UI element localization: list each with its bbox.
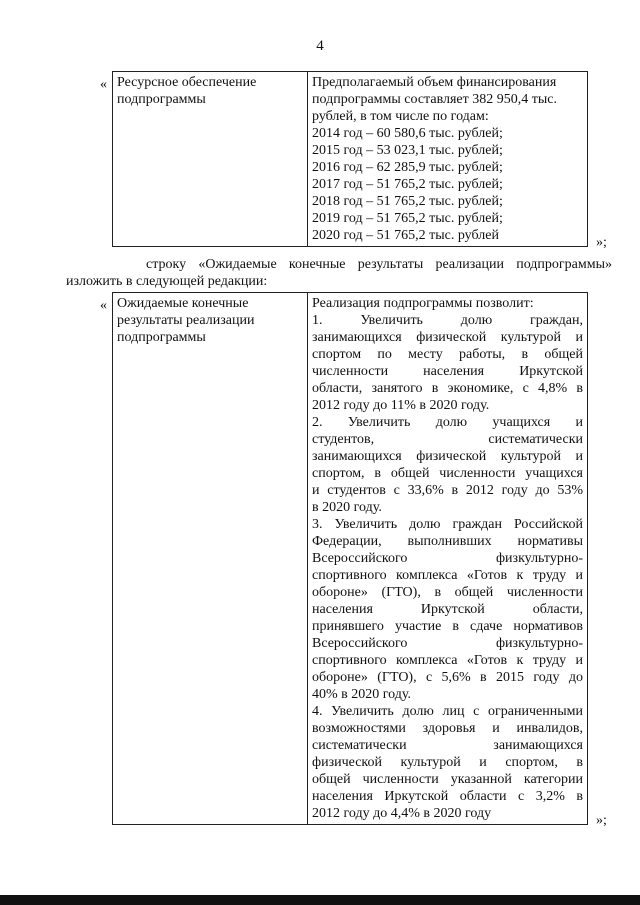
- results-value-line: 4. Увеличить долю лиц с ограниченными: [312, 704, 583, 719]
- results-value-line: спортом по месту работы, в общей: [312, 347, 583, 362]
- results-value-line: студентов, систематически: [312, 432, 583, 447]
- results-value-line: физической культурой и спортом, в: [312, 755, 583, 770]
- instruction-paragraph: [66, 256, 612, 290]
- results-label-line: подпрограммы: [117, 330, 206, 345]
- results-value-line: области, занятого в экономике, с 4,8% в: [312, 381, 583, 396]
- resource-value-line: 2016 год – 62 285,9 тыс. рублей;: [312, 160, 503, 175]
- resource-value-line: подпрограммы составляет 382 950,4 тыс.: [312, 92, 557, 107]
- resource-value-line: Предполагаемый объем финансирования: [312, 75, 557, 90]
- results-value-line: возможностями здоровья и инвалидов,: [312, 721, 583, 736]
- results-value-cell: [308, 293, 588, 825]
- resource-value-line: 2019 год – 51 765,2 тыс. рублей;: [312, 211, 503, 226]
- results-value-line: населения Иркутской области с 3,2% в: [312, 789, 583, 804]
- open-quote-2: «: [100, 298, 107, 313]
- instruction-line-2: изложить в следующей редакции:: [66, 274, 268, 289]
- results-value-line: занимающихся физической культурой и: [312, 330, 583, 345]
- results-value-line: систематически занимающихся: [312, 738, 583, 753]
- results-value-line: в 2020 году.: [312, 500, 382, 515]
- results-value-line: населения Иркутской области,: [312, 602, 583, 617]
- resource-value-line: 2018 год – 51 765,2 тыс. рублей;: [312, 194, 503, 209]
- results-value-line: 2. Увеличить долю учащихся и: [312, 415, 583, 430]
- results-value-line: и студентов с 33,6% в 2012 году до 53%: [312, 483, 583, 498]
- results-value-line: занимающихся физической культурой и: [312, 449, 583, 464]
- resource-value-line: 2020 год – 51 765,2 тыс. рублей: [312, 228, 499, 243]
- results-label-cell: [113, 293, 308, 825]
- resource-label-cell: [113, 72, 308, 247]
- resource-value-line: 2017 год – 51 765,2 тыс. рублей;: [312, 177, 503, 192]
- results-label-line: результаты реализации: [117, 313, 255, 328]
- results-value-line: обороне» (ГТО), с 5,6% в 2015 году до: [312, 670, 583, 685]
- resource-table: [112, 71, 588, 247]
- resource-value-line: 2014 год – 60 580,6 тыс. рублей;: [312, 126, 503, 141]
- results-value-line: 2012 году до 11% в 2020 году.: [312, 398, 490, 413]
- instruction-line-1: строку «Ожидаемые конечные результаты реализации подпрограммы»: [146, 257, 612, 272]
- results-value-line: численности населения Иркутской: [312, 364, 583, 379]
- results-value-line: спортивного комплекса «Готов к труду и: [312, 653, 583, 668]
- scan-bottom-edge: [0, 895, 640, 905]
- results-value-line: Всероссийского физкультурно-: [312, 636, 583, 651]
- results-label-line: Ожидаемые конечные: [117, 296, 249, 311]
- resource-label-line: подпрограммы: [117, 92, 206, 107]
- results-value-line: 40% в 2020 году.: [312, 687, 411, 702]
- results-table: [112, 292, 588, 825]
- results-value-line: Всероссийского физкультурно-: [312, 551, 583, 566]
- results-value-line: обороне» (ГТО), в общей численности: [312, 585, 583, 600]
- resource-value-line: 2015 год – 53 023,1 тыс. рублей;: [312, 143, 503, 158]
- close-quote-1: »;: [596, 235, 607, 250]
- open-quote-1: «: [100, 77, 107, 92]
- results-value-line: 2012 году до 4,4% в 2020 году: [312, 806, 492, 821]
- results-value-line: Реализация подпрограммы позволит:: [312, 296, 534, 311]
- results-value-line: Федерации, выполнивших нормативы: [312, 534, 583, 549]
- page-number: 4: [316, 38, 324, 54]
- results-value-line: спортивного комплекса «Готов к труду и: [312, 568, 583, 583]
- results-value-line: общей численности указанной категории: [312, 772, 583, 787]
- results-value-line: 1. Увеличить долю граждан,: [312, 313, 583, 328]
- results-value-line: спортом, в общей численности учащихся: [312, 466, 583, 481]
- results-value-line: принявшего участие в сдаче нормативов: [312, 619, 583, 634]
- results-value-line: 3. Увеличить долю граждан Российской: [312, 517, 583, 532]
- resource-value-cell: [308, 72, 588, 247]
- close-quote-2: »;: [596, 813, 607, 828]
- resource-label-line: Ресурсное обеспечение: [117, 75, 257, 90]
- resource-value-line: рублей, в том числе по годам:: [312, 109, 489, 124]
